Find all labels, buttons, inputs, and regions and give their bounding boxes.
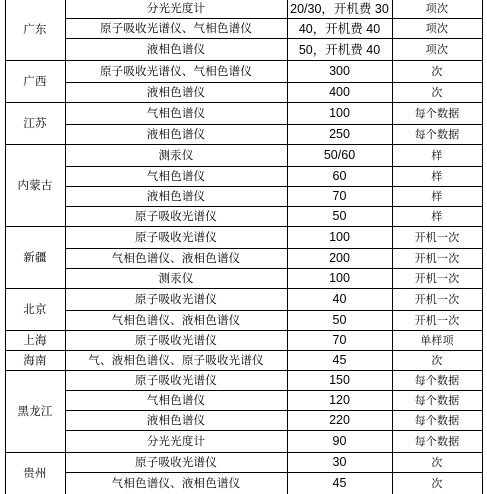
price-cell: 100 — [329, 230, 350, 244]
unit-cell: 开机一次 — [414, 231, 460, 244]
unit-cell: 开机一次 — [414, 252, 460, 265]
province-cell: 广西 — [23, 74, 47, 88]
unit-cell: 项次 — [425, 2, 449, 15]
unit-cell: 开机一次 — [414, 314, 460, 327]
unit-cell: 每个数据 — [414, 414, 460, 427]
price-cell: 45 — [332, 476, 347, 490]
price-cell: 250 — [329, 127, 350, 141]
price-cell: 90 — [332, 434, 347, 448]
instrument-cell: 气相色谱仪、液相色谱仪 — [111, 313, 241, 327]
instrument-cell: 原子吸收光谱仪、气相色谱仪 — [99, 64, 253, 78]
unit-cell: 每个数据 — [414, 107, 460, 120]
column-border — [482, 0, 483, 494]
price-cell: 30 — [332, 455, 347, 469]
instrument-cell: 分光光度计 — [146, 434, 206, 448]
unit-cell: 每个数据 — [414, 435, 460, 448]
province-cell: 新疆 — [23, 250, 47, 264]
unit-cell: 次 — [431, 65, 443, 78]
price-cell: 40 — [332, 292, 347, 306]
price-cell: 20/30，开机费 30 — [290, 2, 389, 16]
instrument-cell: 测汞仪 — [158, 271, 194, 285]
province-cell: 广东 — [23, 22, 47, 36]
price-cell: 70 — [332, 189, 347, 203]
unit-cell: 次 — [431, 456, 443, 469]
instrument-cell: 分光光度计 — [146, 1, 206, 15]
instrument-cell: 液相色谱仪 — [146, 127, 206, 141]
price-cell: 60 — [332, 169, 347, 183]
instrument-cell: 气相色谱仪、液相色谱仪 — [111, 251, 241, 265]
instrument-cell: 气相色谱仪 — [146, 169, 206, 183]
province-cell: 海南 — [23, 353, 47, 367]
price-cell: 400 — [329, 85, 350, 99]
province-cell: 江苏 — [23, 116, 47, 130]
unit-cell: 样 — [431, 210, 443, 223]
price-cell: 100 — [329, 106, 350, 120]
unit-cell: 样 — [431, 170, 443, 183]
instrument-cell: 原子吸收光谱仪 — [135, 230, 217, 244]
instrument-cell: 液相色谱仪 — [146, 413, 206, 427]
price-cell: 70 — [332, 333, 347, 347]
instrument-cell: 液相色谱仪 — [146, 189, 206, 203]
unit-cell: 每个数据 — [414, 394, 460, 407]
instrument-cell: 气相色谱仪 — [146, 393, 206, 407]
instrument-cell: 原子吸收光谱仪 — [135, 333, 217, 347]
province-cell: 贵州 — [23, 466, 47, 480]
price-cell: 45 — [332, 353, 347, 367]
price-cell: 220 — [329, 413, 350, 427]
instrument-cell: 液相色谱仪 — [146, 85, 206, 99]
unit-cell: 次 — [431, 477, 443, 490]
price-cell: 300 — [329, 64, 350, 78]
price-cell: 100 — [329, 271, 350, 285]
instrument-cell: 原子吸收光谱仪 — [135, 209, 217, 223]
unit-cell: 开机一次 — [414, 293, 460, 306]
unit-cell: 样 — [431, 190, 443, 203]
instrument-cell: 气相色谱仪、液相色谱仪 — [111, 476, 241, 490]
province-cell: 北京 — [23, 302, 47, 316]
instrument-cell: 测汞仪 — [158, 148, 194, 162]
price-cell: 50 — [332, 209, 347, 223]
instrument-cell: 气、液相色谱仪、原子吸收光谱仪 — [88, 353, 264, 367]
province-cell: 上海 — [23, 333, 47, 347]
instrument-cell: 液相色谱仪 — [146, 42, 206, 56]
instrument-cell: 气相色谱仪 — [146, 106, 206, 120]
unit-cell: 项次 — [425, 22, 449, 35]
instrument-cell: 原子吸收光谱仪 — [135, 292, 217, 306]
instrument-cell: 原子吸收光谱仪、气相色谱仪 — [99, 21, 253, 35]
price-cell: 40，开机费 40 — [298, 22, 381, 36]
instrument-cell: 原子吸收光谱仪 — [135, 373, 217, 387]
price-cell: 50 — [332, 313, 347, 327]
unit-cell: 单样项 — [420, 334, 454, 347]
price-cell: 120 — [329, 393, 350, 407]
unit-cell: 样 — [431, 149, 443, 162]
price-cell: 50/60 — [323, 148, 356, 162]
price-cell: 200 — [329, 251, 350, 265]
unit-cell: 每个数据 — [414, 128, 460, 141]
unit-cell: 项次 — [425, 43, 449, 56]
unit-cell: 次 — [431, 86, 443, 99]
province-cell: 内蒙古 — [17, 178, 53, 192]
price-cell: 150 — [329, 373, 350, 387]
instrument-cell: 原子吸收光谱仪 — [135, 455, 217, 469]
unit-cell: 每个数据 — [414, 374, 460, 387]
unit-cell: 次 — [431, 354, 443, 367]
unit-cell: 开机一次 — [414, 272, 460, 285]
price-cell: 50，开机费 40 — [298, 43, 381, 57]
province-cell: 黑龙江 — [17, 404, 53, 418]
